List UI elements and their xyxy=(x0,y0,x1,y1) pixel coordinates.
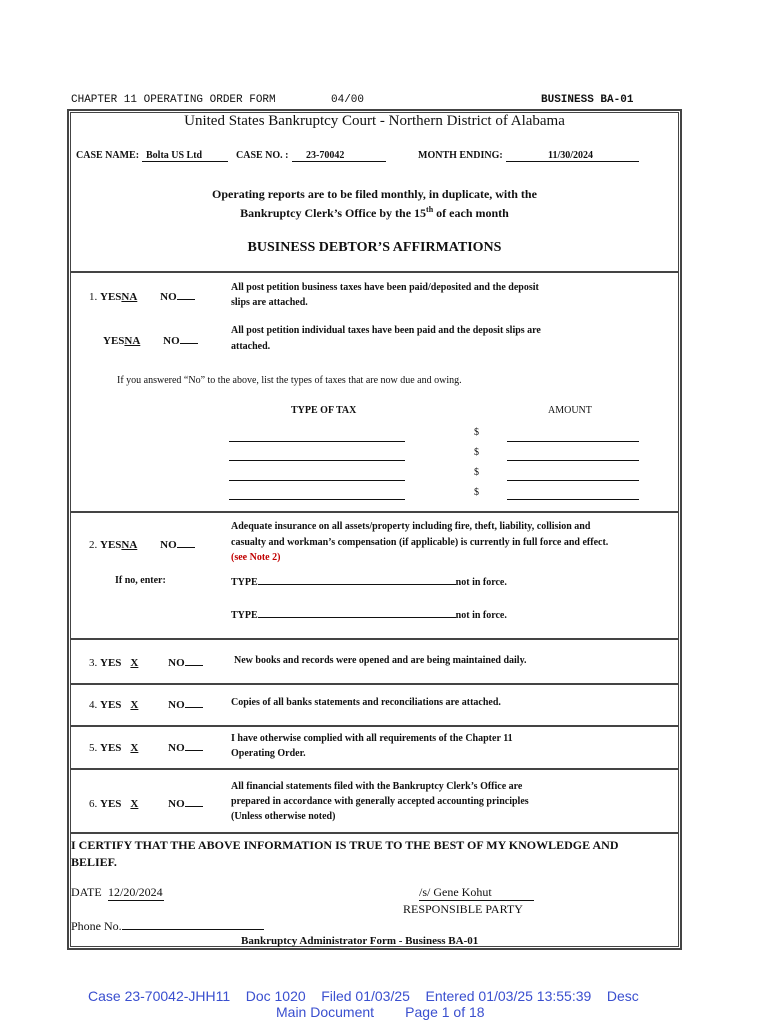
no-label: NO xyxy=(168,657,185,669)
yes-label: YES xyxy=(100,539,122,551)
type-of-tax-header: TYPE OF TAX xyxy=(291,405,357,416)
instructions-superscript: th xyxy=(426,205,434,214)
month-ending-label: MONTH ENDING: xyxy=(418,150,503,161)
item-1-text-1: All post petition business taxes have been paid/deposited and the deposit xyxy=(231,282,539,293)
item-number: 1. xyxy=(89,291,98,303)
case-name-label: CASE NAME: xyxy=(76,150,140,161)
item-5-yes-value[interactable]: X xyxy=(130,742,139,754)
type-label: TYPE xyxy=(231,577,258,588)
item-4-text: Copies of all banks statements and reconciliations are attached. xyxy=(231,697,501,708)
type-label: TYPE xyxy=(231,610,258,621)
signature-value[interactable]: /s/ Gene Kohut xyxy=(419,885,534,901)
date-value[interactable]: 12/20/2024 xyxy=(108,885,163,899)
no-label: NO xyxy=(168,742,185,754)
case-name-value[interactable]: Bolta US Ltd xyxy=(142,150,228,162)
yes-label: YES xyxy=(100,798,122,810)
tax-type-line[interactable] xyxy=(229,441,405,442)
amount-header: AMOUNT xyxy=(548,405,592,416)
item-2-note: (see Note 2) xyxy=(231,552,281,563)
item-1b-yes-no xyxy=(103,333,198,347)
no-label: NO xyxy=(163,335,180,347)
dollar-sign: $ xyxy=(474,487,479,498)
date-label: DATE xyxy=(71,885,102,899)
form-code: BUSINESS BA-01 xyxy=(541,94,634,106)
section-title: BUSINESS DEBTOR’S AFFIRMATIONS xyxy=(247,240,502,255)
item-1-yes-no xyxy=(89,289,195,303)
no-label: NO xyxy=(160,291,177,303)
item-4-yes-value[interactable]: X xyxy=(130,699,139,711)
tax-type-line[interactable] xyxy=(229,499,405,500)
form-footer: Bankruptcy Administrator Form - Business BA-01 xyxy=(241,935,479,947)
insurance-type-blank[interactable] xyxy=(258,575,456,585)
item-number: 4. xyxy=(89,699,98,711)
yes-label: YES xyxy=(100,291,122,303)
no-label: NO xyxy=(168,699,185,711)
divider xyxy=(70,725,679,727)
item-3-text: New books and records were opened and are being maintained daily. xyxy=(234,655,527,666)
case-no-label: CASE NO. : xyxy=(236,150,289,161)
item-2-yes-value[interactable]: NA xyxy=(121,539,138,551)
phone-label: Phone No. xyxy=(71,919,122,933)
item-3-yes-no xyxy=(89,655,203,669)
month-ending-value[interactable]: 11/30/2024 xyxy=(506,150,639,162)
tax-type-line[interactable] xyxy=(229,480,405,481)
form-date: 04/00 xyxy=(331,94,365,106)
insurance-type-line-2 xyxy=(231,608,507,621)
item-5-yes-no xyxy=(89,740,203,754)
item-1b-text-1: All post petition individual taxes have been paid and the deposit slips are xyxy=(231,325,541,336)
form-title: CHAPTER 11 OPERATING ORDER FORM xyxy=(71,94,276,106)
tax-amount-line[interactable] xyxy=(507,499,639,500)
item-3-no-blank[interactable] xyxy=(185,655,203,666)
divider xyxy=(70,638,679,640)
divider xyxy=(70,683,679,685)
filing-stamp-line-2: Main Document Page 1 of 18 xyxy=(276,1004,485,1020)
item-6-text-3: (Unless otherwise noted) xyxy=(231,811,336,822)
yes-label: YES xyxy=(103,335,125,347)
insurance-type-line-1 xyxy=(231,575,507,588)
item-6-text-2: prepared in accordance with generally accepted accounting principles xyxy=(231,796,529,807)
instructions-line2 xyxy=(70,205,679,221)
divider xyxy=(70,768,679,770)
item-1-yes-value[interactable]: NA xyxy=(121,291,138,303)
divider xyxy=(70,832,679,834)
item-6-yes-value[interactable]: X xyxy=(130,798,139,810)
not-in-force-label: not in force. xyxy=(455,610,507,621)
yes-label: YES xyxy=(100,742,122,754)
responsible-party-label: RESPONSIBLE PARTY xyxy=(403,902,523,916)
instructions-line2-text: Bankruptcy Clerk’s Office by the 15 xyxy=(240,206,427,220)
certify-line-2: BELIEF. xyxy=(71,855,117,869)
item-2-text-2: casualty and workman’s compensation (if applicable) is currently in full force and effect. xyxy=(231,537,609,548)
item-2-no-blank[interactable] xyxy=(177,537,195,548)
item-6-text-1: All financial statements filed with the Bankruptcy Clerk’s Office are xyxy=(231,781,523,792)
item-3-yes-value[interactable]: X xyxy=(130,657,139,669)
filing-stamp-line-1: Case 23-70042-JHH11 Doc 1020 Filed 01/03/25 Entered 01/03/25 13:55:39 Desc xyxy=(88,988,639,1004)
phone-input[interactable] xyxy=(122,919,264,930)
no-label: NO xyxy=(160,539,177,551)
court-title: United States Bankruptcy Court - Northern District of Alabama xyxy=(184,113,565,129)
tax-type-line[interactable] xyxy=(229,460,405,461)
item-6-no-blank[interactable] xyxy=(185,796,203,807)
item-5-no-blank[interactable] xyxy=(185,740,203,751)
no-label: NO xyxy=(168,798,185,810)
item-6-yes-no xyxy=(89,796,203,810)
insurance-type-blank[interactable] xyxy=(258,608,456,618)
item-4-yes-no xyxy=(89,697,203,711)
dollar-sign: $ xyxy=(474,427,479,438)
item-number: 5. xyxy=(89,742,98,754)
not-in-force-label: not in force. xyxy=(455,577,507,588)
item-number: 3. xyxy=(89,657,98,669)
item-1-text-2: slips are attached. xyxy=(231,297,308,308)
case-no-value[interactable]: 23-70042 xyxy=(292,150,386,162)
item-2-yes-no xyxy=(89,537,195,551)
item-1b-yes-value[interactable]: NA xyxy=(124,335,141,347)
dollar-sign: $ xyxy=(474,467,479,478)
item-5-text-1: I have otherwise complied with all requirements of the Chapter 11 xyxy=(231,733,513,744)
item-number: 2. xyxy=(89,539,98,551)
if-no-enter-label: If no, enter: xyxy=(115,575,166,586)
item-1-no-blank[interactable] xyxy=(177,289,195,300)
tax-amount-line[interactable] xyxy=(507,460,639,461)
item-4-no-blank[interactable] xyxy=(185,697,203,708)
item-1b-no-blank[interactable] xyxy=(180,333,198,344)
instructions-line2-end: of each month xyxy=(433,206,509,220)
divider xyxy=(70,271,679,273)
certify-line-1: I CERTIFY THAT THE ABOVE INFORMATION IS TRUE TO THE BEST OF MY KNOWLEDGE AND xyxy=(71,838,619,852)
item-number: 6. xyxy=(89,798,98,810)
dollar-sign: $ xyxy=(474,447,479,458)
divider xyxy=(70,511,679,513)
tax-question: If you answered “No” to the above, list the types of taxes that are now due and owing. xyxy=(117,375,462,386)
tax-amount-line[interactable] xyxy=(507,480,639,481)
item-5-text-2: Operating Order. xyxy=(231,748,306,759)
item-2-text-1: Adequate insurance on all assets/property including fire, theft, liability, collision and xyxy=(231,521,591,532)
yes-label: YES xyxy=(100,657,122,669)
item-1b-text-2: attached. xyxy=(231,341,271,352)
yes-label: YES xyxy=(100,699,122,711)
instructions-line1: Operating reports are to be filed monthly, in duplicate, with the xyxy=(212,187,537,201)
phone-row xyxy=(71,919,264,934)
tax-amount-line[interactable] xyxy=(507,441,639,442)
